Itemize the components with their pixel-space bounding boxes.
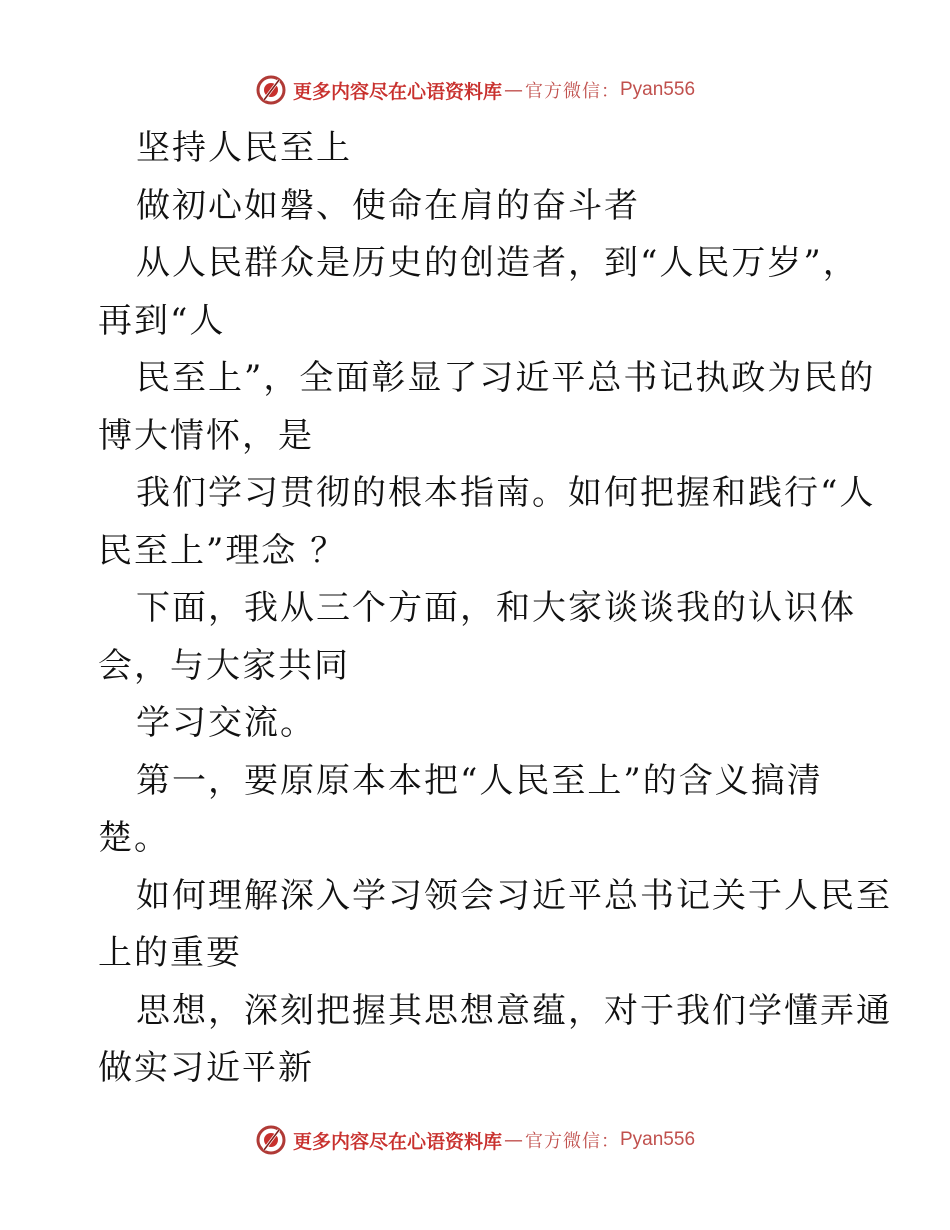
footer-banner [0, 1120, 950, 1160]
body-line: 我们学习贯彻的根本指南。如何把握和践行“人 [136, 473, 876, 513]
body-line: 上的重要 [98, 933, 242, 973]
body-line: 民至上”，全面彰显了习近平总书记执政为民的 [136, 358, 876, 398]
body-line: 从人民群众是历史的创造者，到“人民万岁”， [136, 243, 859, 283]
body-line: 学习交流。 [136, 703, 316, 743]
footer-official-label: 官方微信： [525, 1131, 620, 1152]
body-line: 会，与大家共同 [98, 645, 350, 686]
header-dash: — [504, 79, 523, 101]
body-line: 博大情怀，是 [98, 415, 314, 456]
document-body [98, 120, 892, 1098]
brand-logo-icon [255, 1124, 287, 1156]
body-line: 楚。 [98, 818, 170, 858]
header-wechat-id: Pyan556 [620, 79, 696, 100]
footer-brand-text: 更多内容尽在心语资料库 [292, 1130, 502, 1153]
brand-logo-icon [255, 74, 287, 106]
header-banner [0, 70, 950, 110]
body-line: 下面，我从三个方面，和大家谈谈我的认识体 [136, 588, 856, 628]
body-line: 做初心如磐、使命在肩的奋斗者 [136, 185, 640, 226]
footer-wechat-id: Pyan556 [620, 1129, 696, 1150]
body-line: 第一，要原原本本把“人民至上”的含义搞清 [136, 760, 823, 801]
footer-dash: — [504, 1129, 523, 1151]
body-line: 如何理解深入学习领会习近平总书记关于人民至 [136, 875, 892, 916]
body-line: 再到“人 [98, 300, 226, 341]
body-line: 坚持人民至上 [136, 128, 352, 168]
header-official-label: 官方微信： [525, 81, 620, 102]
body-line: 做实习近平新 [98, 1048, 314, 1088]
body-line: 思想，深刻把握其思想意蕴，对于我们学懂弄通 [136, 990, 892, 1031]
body-line: 民至上”理念 ？ [98, 530, 347, 571]
header-brand-text: 更多内容尽在心语资料库 [292, 80, 502, 103]
